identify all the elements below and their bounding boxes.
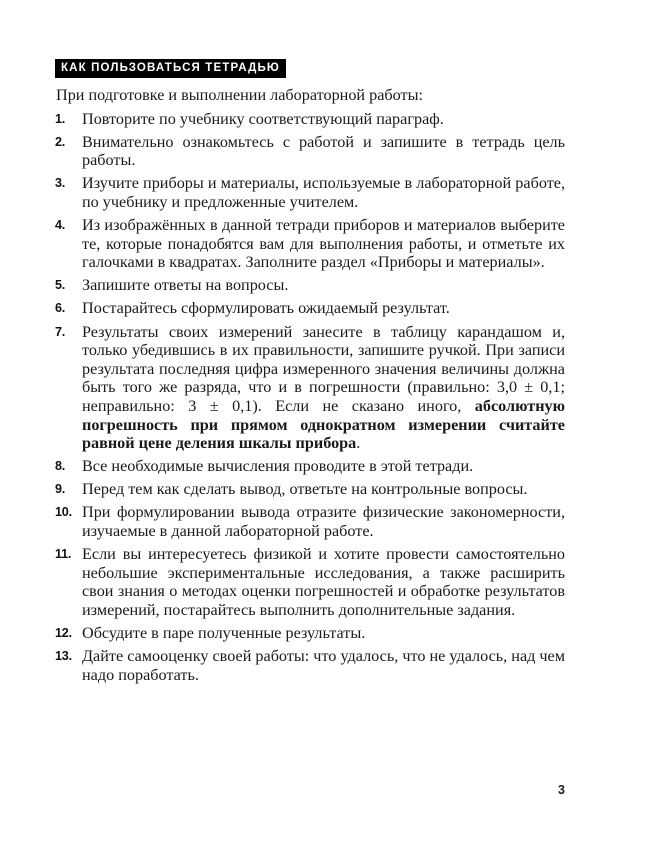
list-item-number: 5. [55, 278, 66, 293]
list-item [55, 647, 565, 684]
list-item [55, 545, 565, 619]
list-item-text: Из изображённых в данной тетради приборов и материалов выберите те, которые понадобятся вам для выполнения работы, и отметьте их галочками в квадратах. Заполните раздел «Приборы и материалы». [82, 216, 565, 272]
list-item-text: Если вы интересуетесь физикой и хотите провести самостоятельно небольшие экспериментальные исследования, а также расширить свои знания о методах оценки погрешностей и обработке результатов измерений, постарайтесь выполнить дополнительные задания. [82, 545, 565, 619]
list-item-text-tail: . [356, 434, 361, 453]
list-item-text: Повторите по учебнику соответствующий параграф. [82, 109, 444, 128]
list-item-text: Внимательно ознакомьтесь с работой и запишите в тетрадь цель работы. [82, 132, 565, 170]
list-item-number: 11. [55, 547, 72, 562]
list-item-text: Перед тем как сделать вывод, ответьте на контрольные вопросы. [82, 480, 528, 499]
list-item [55, 480, 565, 499]
list-item [55, 276, 565, 295]
list-item-text: Постарайтесь сформулировать ожидаемый результат. [82, 299, 450, 318]
list-item-text: Дайте самооценку своей работы: что удалось, что не удалось, над чем надо поработать. [82, 647, 565, 684]
list-item-number: 2. [55, 134, 66, 149]
page-number: 3 [558, 783, 565, 797]
list-item [55, 110, 565, 129]
instruction-list [55, 110, 565, 685]
list-item-number: 12. [55, 625, 72, 640]
list-item [55, 624, 565, 643]
list-item-number: 7. [55, 324, 66, 339]
list-item [55, 216, 565, 272]
list-item-number: 4. [55, 218, 66, 233]
list-item [55, 457, 565, 476]
list-item-number: 13. [55, 649, 72, 664]
list-item-text-lead: Результаты своих измерений занесите в таблицу карандашом и, только убедившись в их правильности, запишите ручкой. При записи результата последняя цифра измеренного значения величины должна быть того же разряда, что и в погрешности (правильно: 3,0 ± 0,1; неправильно: 3 ± 0,1). Если не сказано иного, [82, 322, 565, 415]
list-item-text [82, 323, 565, 453]
list-item-number: 8. [55, 459, 66, 474]
list-item [55, 503, 565, 540]
list-item-number: 6. [55, 301, 66, 316]
list-item [55, 299, 565, 318]
list-item-number: 10. [55, 505, 72, 520]
list-item-number: 9. [55, 482, 66, 497]
section-heading-banner: КАК ПОЛЬЗОВАТЬСЯ ТЕТРАДЬЮ [55, 59, 286, 78]
list-item-text: Обсудите в паре полученные результаты. [82, 623, 366, 642]
list-item-text: При формулировании вывода отразите физические закономерности, изучаемые в данной лабораторной работе. [82, 503, 565, 540]
list-item-number: 1. [55, 111, 66, 126]
list-item-text: Изучите приборы и материалы, используемые в лабораторной работе, по учебнику и предложенные учителем. [82, 174, 565, 211]
list-item [55, 323, 565, 453]
list-item-number: 3. [55, 176, 66, 191]
list-item-text-emphasis: абсолютную погрешность при прямом однократном измерении считайте равной цене деления шкалы прибора [82, 396, 565, 453]
list-item-text: Все необходимые вычисления проводите в этой тетради. [82, 457, 474, 476]
page-body [55, 86, 565, 684]
list-item [55, 133, 565, 170]
list-item-text: Запишите ответы на вопросы. [82, 276, 289, 295]
list-item [55, 174, 565, 211]
intro-paragraph: При подготовке и выполнении лабораторной работы: [56, 86, 423, 104]
